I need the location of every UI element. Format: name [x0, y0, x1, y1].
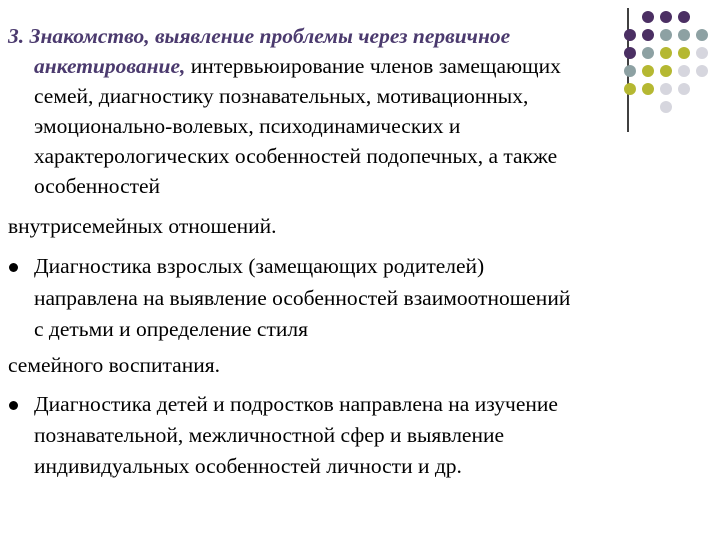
item3-line2-text: интервьюирование членов замещающих — [185, 54, 561, 78]
bullet-marker — [9, 401, 18, 410]
bullet-marker — [9, 263, 18, 272]
bullet1-line3: с детьми и определение стиля — [34, 317, 308, 341]
item3-line6: особенностей — [34, 174, 161, 198]
bullet2-line3: индивидуальных особенностей личности и др. — [34, 454, 462, 478]
item3-line3: семей, диагностику познавательных, мотивационных, — [34, 84, 529, 108]
item3-line4: эмоционально-волевых, психодинамических и — [34, 114, 461, 138]
item3-highlight-part2: анкетирование, — [34, 54, 186, 78]
bullet1-line1: Диагностика взрослых (замещающих родителей) — [34, 254, 485, 278]
item3-number: 3. — [8, 24, 30, 48]
bullet1-line2: направлена на выявление особенностей взаимоотношений — [34, 286, 571, 310]
item3-line5: характерологических особенностей подопечных, а также — [34, 144, 558, 168]
item3-line2 — [34, 52, 561, 80]
item3-line1 — [8, 22, 510, 50]
item3-line7: внутрисемейных отношений. — [8, 214, 277, 238]
bullet1-line4: семейного воспитания. — [8, 353, 220, 377]
bullet2-line2: познавательной, межличностной сфер и выявление — [34, 423, 505, 447]
bullet2-line1: Диагностика детей и подростков направлена на изучение — [34, 392, 558, 416]
item3-highlight-part1: Знакомство, выявление проблемы через первичное — [29, 24, 511, 48]
